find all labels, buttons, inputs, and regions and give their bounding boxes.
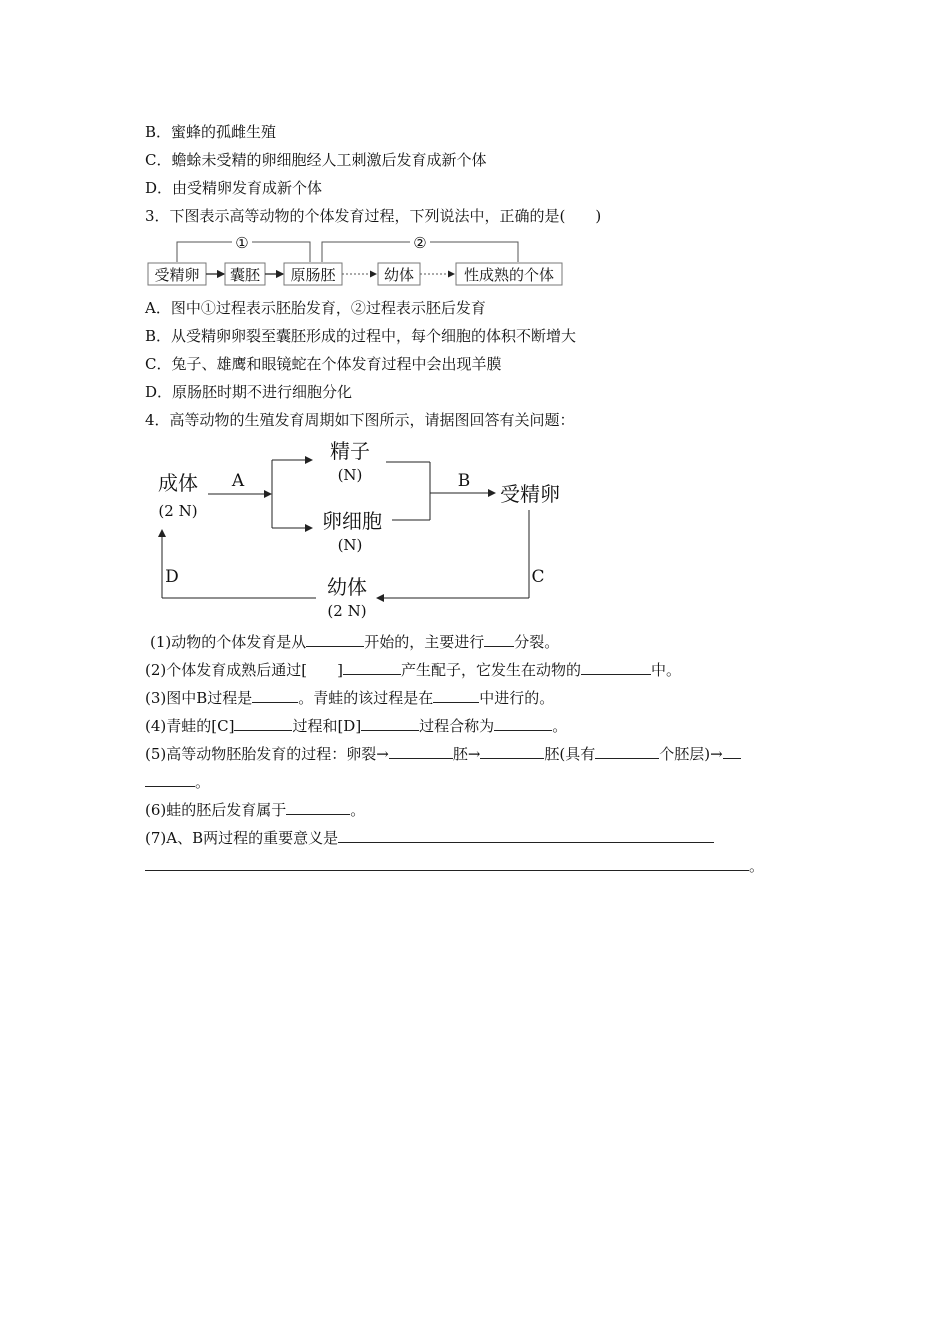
q4-sub3 — [145, 688, 554, 708]
answer-blank[interactable] — [361, 716, 419, 731]
answer-blank[interactable] — [480, 744, 544, 759]
q4-sub6-text1: (6)蛙的胚后发育属于 — [145, 801, 287, 819]
q4-sub3-text1: (3)图中B过程是 — [145, 689, 253, 707]
adult-ploidy: (2 N) — [158, 502, 198, 520]
arrow-b-label: B — [457, 471, 471, 491]
sperm-label: 精子 — [330, 439, 370, 463]
answer-blank[interactable] — [595, 744, 659, 759]
q4-sub7-text2: 。 — [749, 857, 765, 875]
arrow-d-label: D — [165, 567, 179, 587]
answer-blank[interactable] — [433, 688, 479, 703]
q4-sub6-text2: 。 — [350, 801, 366, 819]
q3-flow-diagram — [140, 232, 580, 292]
stage-gastrula: 原肠胚 — [290, 266, 336, 284]
stage-blastula: 囊胚 — [229, 266, 261, 284]
q4-sub5-text5: 。 — [195, 773, 211, 791]
q4-sub7-cont — [145, 856, 764, 876]
q4-sub3-text3: 中进行的。 — [479, 689, 555, 707]
stage-zygote: 受精卵 — [154, 266, 200, 284]
answer-blank[interactable] — [145, 772, 195, 787]
q2-option-c: C．蟾蜍未受精的卵细胞经人工刺激后发育成新个体 — [145, 151, 487, 169]
q4-sub4-text4: 。 — [552, 717, 568, 735]
answer-blank[interactable] — [306, 632, 364, 647]
answer-blank[interactable] — [389, 744, 453, 759]
q2-option-b: B．蜜蜂的孤雌生殖 — [145, 123, 277, 141]
answer-blank[interactable] — [581, 660, 651, 675]
answer-blank[interactable] — [286, 800, 350, 815]
q4-sub2 — [145, 660, 681, 680]
q4-sub5 — [145, 744, 741, 764]
q4-sub3-text2: 。青蛙的该过程是在 — [298, 689, 434, 707]
q4-sub2-text3: 产生配子，它发生在动物的 — [400, 661, 581, 679]
answer-blank[interactable] — [234, 716, 292, 731]
answer-blank[interactable] — [343, 660, 401, 675]
q4-sub5-text2: 胚→ — [452, 745, 481, 763]
answer-blank[interactable] — [484, 632, 514, 647]
q3-option-d: D．原肠胚时期不进行细胞分化 — [145, 383, 353, 401]
q4-stem: 4．高等动物的生殖发育周期如下图所示，请据图回答有关问题： — [145, 411, 575, 429]
answer-blank[interactable] — [494, 716, 552, 731]
arrow-a-label: A — [231, 471, 245, 491]
q4-cycle-diagram — [140, 436, 580, 626]
q4-sub6 — [145, 800, 365, 820]
juvenile-label: 幼体 — [327, 575, 367, 599]
stage-mature: 性成熟的个体 — [463, 266, 555, 284]
answer-blank[interactable] — [252, 688, 298, 703]
zygote-label: 受精卵 — [500, 482, 560, 506]
q4-sub4-text2: 过程和[D] — [292, 717, 362, 735]
q4-sub4 — [145, 716, 567, 736]
q4-sub4-text1: (4)青蛙的[C] — [145, 717, 235, 735]
juvenile-ploidy: (2 N) — [327, 602, 367, 620]
q3-option-a: A．图中①过程表示胚胎发育，②过程表示胚后发育 — [145, 299, 486, 317]
q4-sub5-text3: 胚(具有 — [544, 745, 596, 763]
q4-sub2-text1: (2)个体发育成熟后通过[ — [145, 661, 308, 679]
answer-blank[interactable] — [145, 856, 749, 871]
answer-blank[interactable] — [338, 828, 714, 843]
q3-option-c: C．兔子、雄鹰和眼镜蛇在个体发育过程中会出现羊膜 — [145, 355, 502, 373]
answer-blank[interactable] — [723, 744, 741, 759]
q4-sub2-text2: ] — [337, 661, 343, 679]
q2-option-d: D．由受精卵发育成新个体 — [145, 179, 323, 197]
adult-label: 成体 — [158, 471, 198, 495]
q4-sub4-text3: 过程合称为 — [419, 717, 495, 735]
q4-sub1-text1: (1)动物的个体发育是从 — [150, 633, 307, 651]
egg-ploidy: (N) — [337, 536, 363, 554]
q4-sub7-text1: (7)A、B两过程的重要意义是 — [145, 829, 339, 847]
q4-sub1-text3: 分裂。 — [514, 633, 560, 651]
sperm-ploidy: (N) — [337, 466, 363, 484]
arrow-c-label: C — [531, 567, 545, 587]
q4-sub5-text1: (5)高等动物胚胎发育的过程：卵裂→ — [145, 745, 389, 763]
q4-sub1-text2: 开始的，主要进行 — [364, 633, 485, 651]
stage-juvenile: 幼体 — [383, 266, 415, 284]
q3-label-2: ② — [413, 234, 427, 252]
egg-label: 卵细胞 — [322, 509, 382, 533]
q4-sub5-cont — [145, 772, 210, 792]
q4-sub5-text4: 个胚层)→ — [659, 745, 723, 763]
q3-stem: 3．下图表示高等动物的个体发育过程，下列说法中，正确的是( ) — [145, 207, 602, 225]
q3-option-b: B．从受精卵卵裂至囊胚形成的过程中，每个细胞的体积不断增大 — [145, 327, 577, 345]
q4-sub1 — [150, 632, 559, 652]
q4-sub2-text4: 中。 — [650, 661, 681, 679]
q4-sub7 — [145, 828, 714, 848]
q3-label-1: ① — [235, 234, 249, 252]
